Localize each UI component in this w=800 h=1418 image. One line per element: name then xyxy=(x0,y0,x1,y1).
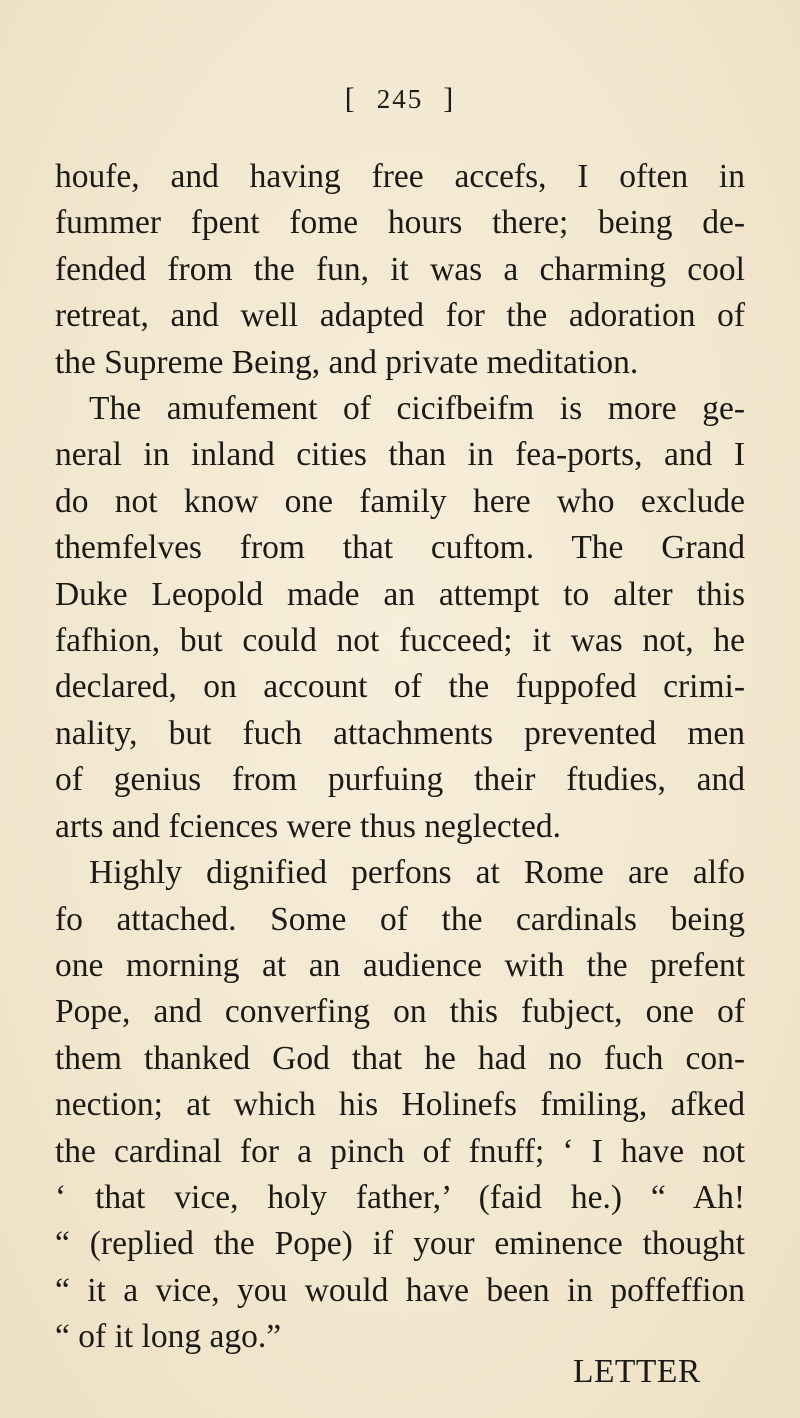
text-line: neral in inland cities than in fea-ports, and I xyxy=(55,436,745,474)
text-line: houfe, and having free accefs, I often in xyxy=(55,158,745,195)
text-line: fo attached. Some of the cardinals being xyxy=(55,900,745,938)
text-line: “ of it long ago.” xyxy=(55,1318,282,1356)
page-header xyxy=(0,82,800,116)
text-line: Highly dignified perfons at Rome are alfo xyxy=(89,854,745,892)
text-line: The amufement of cicifbeifm is more ge- xyxy=(89,390,745,428)
text-line: the cardinal for a pinch of fnuff; ‘ I have not xyxy=(55,1132,745,1170)
page-number: 245 xyxy=(376,84,424,114)
body-text xyxy=(55,154,745,1361)
text-line: them thanked God that he had no fuch con- xyxy=(55,1039,745,1077)
text-line: retreat, and well adapted for the adoration of xyxy=(55,297,745,335)
text-line: declared, on account of the fuppofed crimi- xyxy=(55,668,745,706)
text-line: “ it a vice, you would have been in poffeffion xyxy=(55,1271,745,1309)
bracket-close: ] xyxy=(443,82,456,115)
catchword: LETTER xyxy=(573,1353,701,1390)
bracket-open: [ xyxy=(344,82,357,115)
text-line: fummer fpent fome hours there; being de- xyxy=(55,204,745,242)
text-line: of genius from purfuing their ftudies, and xyxy=(55,761,745,799)
text-line: ‘ that vice, holy father,’ (faid he.) “ Ah! xyxy=(55,1178,745,1216)
text-line: one morning at an audience with the prefent xyxy=(55,946,745,984)
text-line: Duke Leopold made an attempt to alter this xyxy=(55,575,745,613)
text-line: themfelves from that cuftom. The Grand xyxy=(55,529,745,567)
text-line: do not know one family here who exclude xyxy=(55,482,745,520)
text-line: Pope, and converfing on this fubject, one of xyxy=(55,993,745,1031)
text-line: “ (replied the Pope) if your eminence thought xyxy=(55,1225,745,1263)
text-line: the Supreme Being, and private meditation. xyxy=(55,343,639,381)
text-line: fafhion, but could not fucceed; it was not, he xyxy=(55,622,745,660)
text-line: nality, but fuch attachments prevented men xyxy=(55,714,745,752)
text-line: fended from the fun, it was a charming cool xyxy=(55,250,745,288)
text-line: arts and fciences were thus neglected. xyxy=(55,807,561,845)
text-line: nection; at which his Holinefs fmiling, afked xyxy=(55,1086,745,1124)
